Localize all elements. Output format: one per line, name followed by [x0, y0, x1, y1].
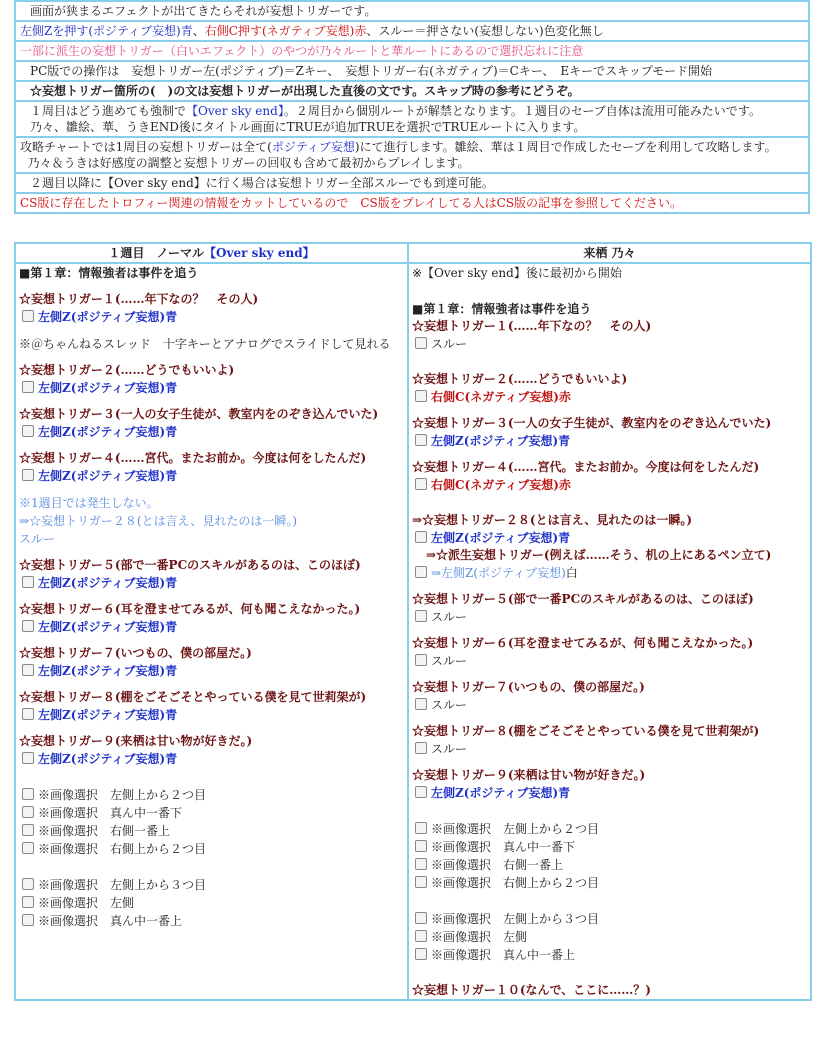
chapter-title: ■第１章：情報強者は事件を追う: [19, 266, 199, 280]
note-chart: 攻略チャートでは1周目の妄想トリガーは全て(ポジティブ妄想)にて進行します。雛絵、華は１周目で作成したセーブを利用して攻略します。 乃々＆うきは好感度の調整と妄想トリガーの回収も含めて最初からプレイします。: [15, 137, 809, 173]
trigger-8: ☆妄想トリガー８(棚をごそごそとやっている僕を見て世莉架が): [411, 724, 760, 738]
trigger-2: ☆妄想トリガー２(……どうでもいいよ): [19, 363, 235, 377]
checkbox[interactable]: [415, 930, 427, 942]
checkbox[interactable]: [415, 434, 427, 446]
checkbox[interactable]: [22, 620, 34, 632]
checkbox[interactable]: [415, 337, 427, 349]
note-derived-warning: 一部に派生の妄想トリガー（白いエフェクト）のやつが乃々ルートと華ルートにあるので選択忘れに注意: [15, 41, 809, 61]
checkbox[interactable]: [415, 876, 427, 888]
trigger-10: ☆妄想トリガー１０(なんで、ここに……？): [411, 983, 651, 997]
trigger-3: ☆妄想トリガー３(一人の女子生徒が、教室内をのぞき込んでいた): [19, 407, 379, 421]
trigger-1: ☆妄想トリガー１(……年下なの？ その人): [19, 292, 259, 306]
trigger-3: ☆妄想トリガー３(一人の女子生徒が、教室内をのぞき込んでいた): [411, 416, 772, 430]
trigger-7: ☆妄想トリガー７(いつもの、僕の部屋だ。): [19, 646, 252, 660]
route-table: [14, 242, 812, 1001]
chapter-title: ■第１章：情報強者は事件を追う: [411, 302, 592, 316]
checkbox[interactable]: [415, 531, 427, 543]
note-over-sky: ２週目以降に【Over sky end】に行く場合は妄想トリガー全部スルーでも到達可能。: [15, 173, 809, 193]
trigger-9: ☆妄想トリガー９(来栖は甘い物が好きだ。): [411, 768, 646, 782]
trigger-5: ☆妄想トリガー５(部で一番PCのスキルがあるのは、このほぼ): [411, 592, 754, 606]
checkbox[interactable]: [22, 878, 34, 890]
trigger-28: ⇒☆妄想トリガー２８(とは言え、見れたのは一瞬。): [411, 513, 692, 527]
trigger-4: ☆妄想トリガー４(……宮代。またお前か。今度は何をしたんだ): [411, 460, 760, 474]
checkbox[interactable]: [415, 948, 427, 960]
note-pc-controls: PC版での操作は 妄想トリガー左(ポジティブ)＝Zキー、 妄想トリガー右(ネガティブ)＝Cキー、 Eキーでスキップモード開始: [15, 61, 809, 81]
note-buttons: 左側Zを押す(ポジティブ妄想)青、右側C押す(ネガティブ妄想)赤、スルー＝押さない(妄想しない)色変化無し: [15, 21, 809, 41]
checkbox[interactable]: [22, 788, 34, 800]
note-trigger-text: ☆妄想トリガー箇所の( )の文は妄想トリガーが出現した直後の文です。スキップ時の参考にどうぞ。: [15, 81, 809, 101]
checkbox[interactable]: [415, 566, 427, 578]
checkbox[interactable]: [22, 914, 34, 926]
checkbox[interactable]: [415, 858, 427, 870]
trigger-1: ☆妄想トリガー１(……年下なの？ その人): [411, 319, 652, 333]
checkbox[interactable]: [415, 786, 427, 798]
checkbox[interactable]: [22, 469, 34, 481]
checkbox[interactable]: [415, 822, 427, 834]
checkbox[interactable]: [22, 708, 34, 720]
trigger-4: ☆妄想トリガー４(……宮代。またお前か。今度は何をしたんだ): [19, 451, 367, 465]
checkbox[interactable]: [22, 664, 34, 676]
note-cs: CS版に存在したトロフィー関連の情報をカットしているので CS版をプレイしてる人はCS版の記事を参照してください。: [15, 193, 809, 213]
checkbox[interactable]: [22, 310, 34, 322]
note-first-playthrough: １周目はどう進めても強制で【Over sky end】。２周目から個別ルートが解禁となります。１週目のセーブ自体は流用可能みたいです。 乃々、雛絵、華、うきEND後にタイトル画面にTRUEが追加TRUEを選択でTRUEルートに入ります。: [15, 101, 809, 137]
trigger-2: ☆妄想トリガー２(……どうでもいいよ): [411, 372, 628, 386]
checkbox[interactable]: [22, 824, 34, 836]
checkbox[interactable]: [22, 381, 34, 393]
checkbox[interactable]: [415, 912, 427, 924]
checkbox[interactable]: [22, 425, 34, 437]
checkbox[interactable]: [415, 698, 427, 710]
trigger-7: ☆妄想トリガー７(いつもの、僕の部屋だ。): [411, 680, 645, 694]
checkbox[interactable]: [22, 576, 34, 588]
column-first-playthrough: ■第１章：情報強者は事件を追う ☆妄想トリガー１(……年下なの？ その人) 左側Z(ポジティブ妄想)青 ※＠ちゃんねるスレッド 十字キーとアナログでスライドして見れる ☆妄想トリガー２(……どうでもいいよ) 左側Z(ポジティブ妄想)青 ☆妄想トリガー３(一人の女子生徒が、教室内をのぞき込んでいた) 左側Z(ポジティブ妄想)青 ☆妄想トリガー４(……宮代。またお前か。今度は何をしたんだ) 左側Z(ポジティブ妄想)青 ※1週目では発生しない。 ⇒☆妄想トリガー２８(とは言え、見れたのは一瞬。) スルー ☆妄想トリガー５(部で一番PCのスキルがあるのは、このほぼ) 左側Z(ポジティブ妄想)青 ☆妄想トリガー６(耳を澄ませてみるが、何も聞こえなかった。) 左側Z(ポジティブ妄想)青 ☆妄想トリガー７(いつもの、僕の部屋だ。) 左側Z(ポジティブ妄想)青 ☆妄想トリガー８(棚をごそごそとやっている僕を見て世莉架が) 左側Z(ポジティブ妄想)青 ☆妄想トリガー９(来栖は甘い物が好きだ。) 左側Z(ポジティブ妄想)青 ※画像選択 左側上から２つ目 ※画像選択 真ん中一番下 ※画像選択 右側一番上 ※画像選択 右側上から２つ目 ※画像選択 左側上から３つ目 ※画像選択 左側 ※画像選択 真ん中一番上: [15, 263, 408, 1000]
checkbox[interactable]: [415, 654, 427, 666]
trigger-5: ☆妄想トリガー５(部で一番PCのスキルがあるのは、このほぼ): [19, 558, 361, 572]
checkbox[interactable]: [22, 842, 34, 854]
note-effect: 画面が狭まるエフェクトが出てきたらそれが妄想トリガーです。: [15, 1, 809, 21]
trigger-9: ☆妄想トリガー９(来栖は甘い物が好きだ。): [19, 734, 253, 748]
trigger-6: ☆妄想トリガー６(耳を澄ませてみるが、何も聞こえなかった。): [411, 636, 754, 650]
trigger-8: ☆妄想トリガー８(棚をごそごそとやっている僕を見て世莉架が): [19, 690, 367, 704]
checkbox[interactable]: [22, 806, 34, 818]
checkbox[interactable]: [22, 896, 34, 908]
checkbox[interactable]: [415, 742, 427, 754]
column-nono: ※【Over sky end】後に最初から開始 ■第１章：情報強者は事件を追う ☆妄想トリガー１(……年下なの？ その人) スルー ☆妄想トリガー２(……どうでもいいよ) 右側C(ネガティブ妄想)赤 ☆妄想トリガー３(一人の女子生徒が、教室内をのぞき込んでいた) 左側Z(ポジティブ妄想)青 ☆妄想トリガー４(……宮代。またお前か。今度は何をしたんだ) 右側C(ネガティブ妄想)赤 ⇒☆妄想トリガー２８(とは言え、見れたのは一瞬。) 左側Z(ポジティブ妄想)青 ⇒☆派生妄想トリガー(例えば……そう、机の上にあるペン立て) ⇒左側Z(ポジティブ妄想)白 ☆妄想トリガー５(部で一番PCのスキルがあるのは、このほぼ) スルー ☆妄想トリガー６(耳を澄ませてみるが、何も聞こえなかった。) スルー ☆妄想トリガー７(いつもの、僕の部屋だ。) スルー ☆妄想トリガー８(棚をごそごそとやっている僕を見て世莉架が) スルー ☆妄想トリガー９(来栖は甘い物が好きだ。) 左側Z(ポジティブ妄想)青 ※画像選択 左側上から２つ目 ※画像選択 真ん中一番下 ※画像選択 右側一番上 ※画像選択 右側上から２つ目 ※画像選択 左側上から３つ目 ※画像選択 左側 ※画像選択 真ん中一番上 ☆妄想トリガー１０(なんで、ここに……？): [408, 263, 811, 1000]
thru-label: スルー: [19, 532, 56, 546]
trigger-6: ☆妄想トリガー６(耳を澄ませてみるが、何も聞こえなかった。): [19, 602, 361, 616]
start-note: ※【Over sky end】後に最初から開始: [411, 266, 622, 280]
checkbox[interactable]: [22, 752, 34, 764]
derived-trigger: ⇒☆派生妄想トリガー(例えば……そう、机の上にあるペン立て): [425, 548, 772, 562]
header-nono: 来栖 乃々: [408, 243, 811, 263]
note-not-occur: ※1週目では発生しない。: [19, 496, 159, 510]
checkbox[interactable]: [415, 840, 427, 852]
checkbox[interactable]: [415, 478, 427, 490]
trigger-28: ⇒☆妄想トリガー２８(とは言え、見れたのは一瞬。): [19, 514, 298, 528]
checkbox[interactable]: [415, 610, 427, 622]
header-first-playthrough: １週目 ノーマル【Over sky end】: [15, 243, 408, 263]
note-channel: ※＠ちゃんねるスレッド 十字キーとアナログでスライドして見れる: [19, 337, 391, 351]
notes-table: [14, 0, 810, 214]
checkbox[interactable]: [415, 390, 427, 402]
